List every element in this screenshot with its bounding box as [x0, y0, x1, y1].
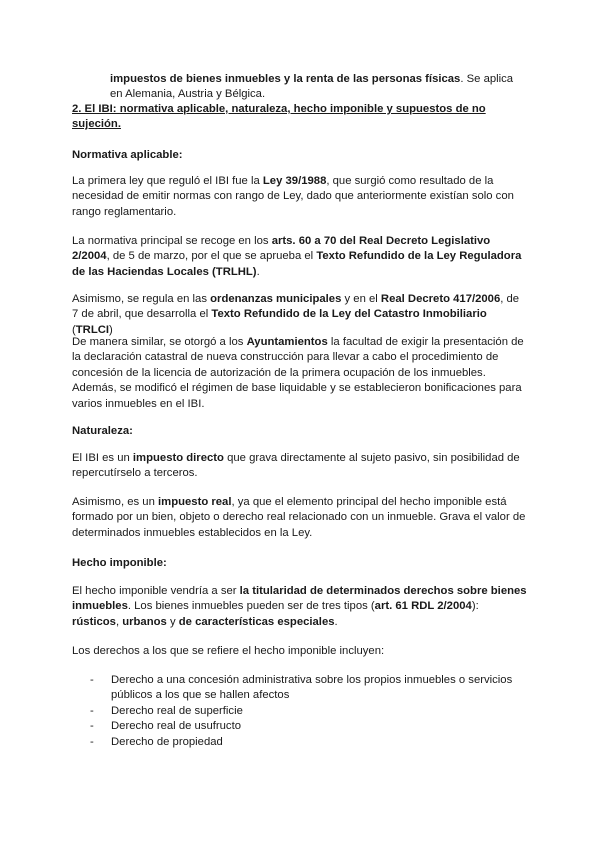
intro-bold: impuestos de bienes inmuebles y la renta de las personas físicas [110, 73, 461, 85]
list-marker: - [90, 704, 94, 717]
list-item: - Derecho de propiedad [72, 735, 528, 750]
list-item: - Derecho real de superficie [72, 704, 528, 719]
naturaleza-paragraph-2: Asimismo, es un impuesto real, ya que el elemento principal del hecho imponible está formado por un bien, objeto o derecho real relacionado con un inmueble. Grava el valor de determinados inmuebles establecidos en la Ley. [72, 496, 526, 539]
intro-rest: . Se aplica en Alemania, Austria y Bélgica. [110, 73, 514, 101]
hecho-paragraph-1: El hecho imponible vendría a ser la titularidad de determinados derechos sobre bienes inmuebles. Los bienes inmuebles pueden ser de tres tipos (art. 61 RDL 2/2004): rústicos, urbanos y de características especiales. [72, 585, 527, 628]
normativa-paragraph-2: La normativa principal se recoge en los arts. 60 a 70 del Real Decreto Legislativo 2/2004, de 5 de marzo, por el que se aprueba el Texto Refundido de la Ley Reguladora de las Haciendas Locales (TRLHL). [72, 235, 522, 278]
list-marker: - [90, 674, 94, 686]
list-marker: - [90, 735, 94, 748]
normativa-paragraph-4: De manera similar, se otorgó a los Ayuntamientos la facultad de exigir la presentación de la declaración catastral de nueva construcción para llevar a cabo el procedimiento de concesión de la licencia de autorización de la primera ocupación de los inmuebles. Además, se modificó el régimen de base liquidable y se establecieron bonificaciones para varios inmuebles en el IBI. [72, 336, 524, 410]
section-title: 2. El IBI: normativa aplicable, naturaleza, hecho imponible y supuestos de no sujeción. [72, 103, 486, 131]
list-item: - Derecho a una concesión administrativa sobre los propios inmuebles o servicios públicos a los que se hallen afectos [90, 674, 513, 702]
intro-paragraph [110, 72, 528, 103]
derechos-list [72, 673, 528, 750]
heading-naturaleza: Naturaleza: [72, 425, 133, 437]
normativa-paragraph-1: La primera ley que reguló el IBI fue la Ley 39/1988, que surgió como resultado de la necesidad de emitir normas con rango de Ley, dado que anteriormente existían solo con rango reglamentario. [72, 175, 514, 218]
heading-hecho-imponible: Hecho imponible: [72, 557, 167, 569]
list-marker: - [90, 720, 94, 733]
hecho-paragraph-2: Los derechos a los que se refiere el hecho imponible incluyen: [72, 645, 385, 657]
normativa-paragraph-3: Asimismo, se regula en las ordenanzas municipales y en el Real Decreto 417/2006, de 7 de abril, que desarrolla el Texto Refundido de la Ley del Catastro Inmobiliario (TRLCI) [72, 293, 520, 336]
heading-normativa: Normativa aplicable: [72, 149, 183, 161]
list-item: - Derecho real de usufructo [72, 719, 528, 734]
naturaleza-paragraph-1: El IBI es un impuesto directo que grava directamente al sujeto pasivo, sin posibilidad de repercutírselo a terceros. [72, 452, 520, 480]
